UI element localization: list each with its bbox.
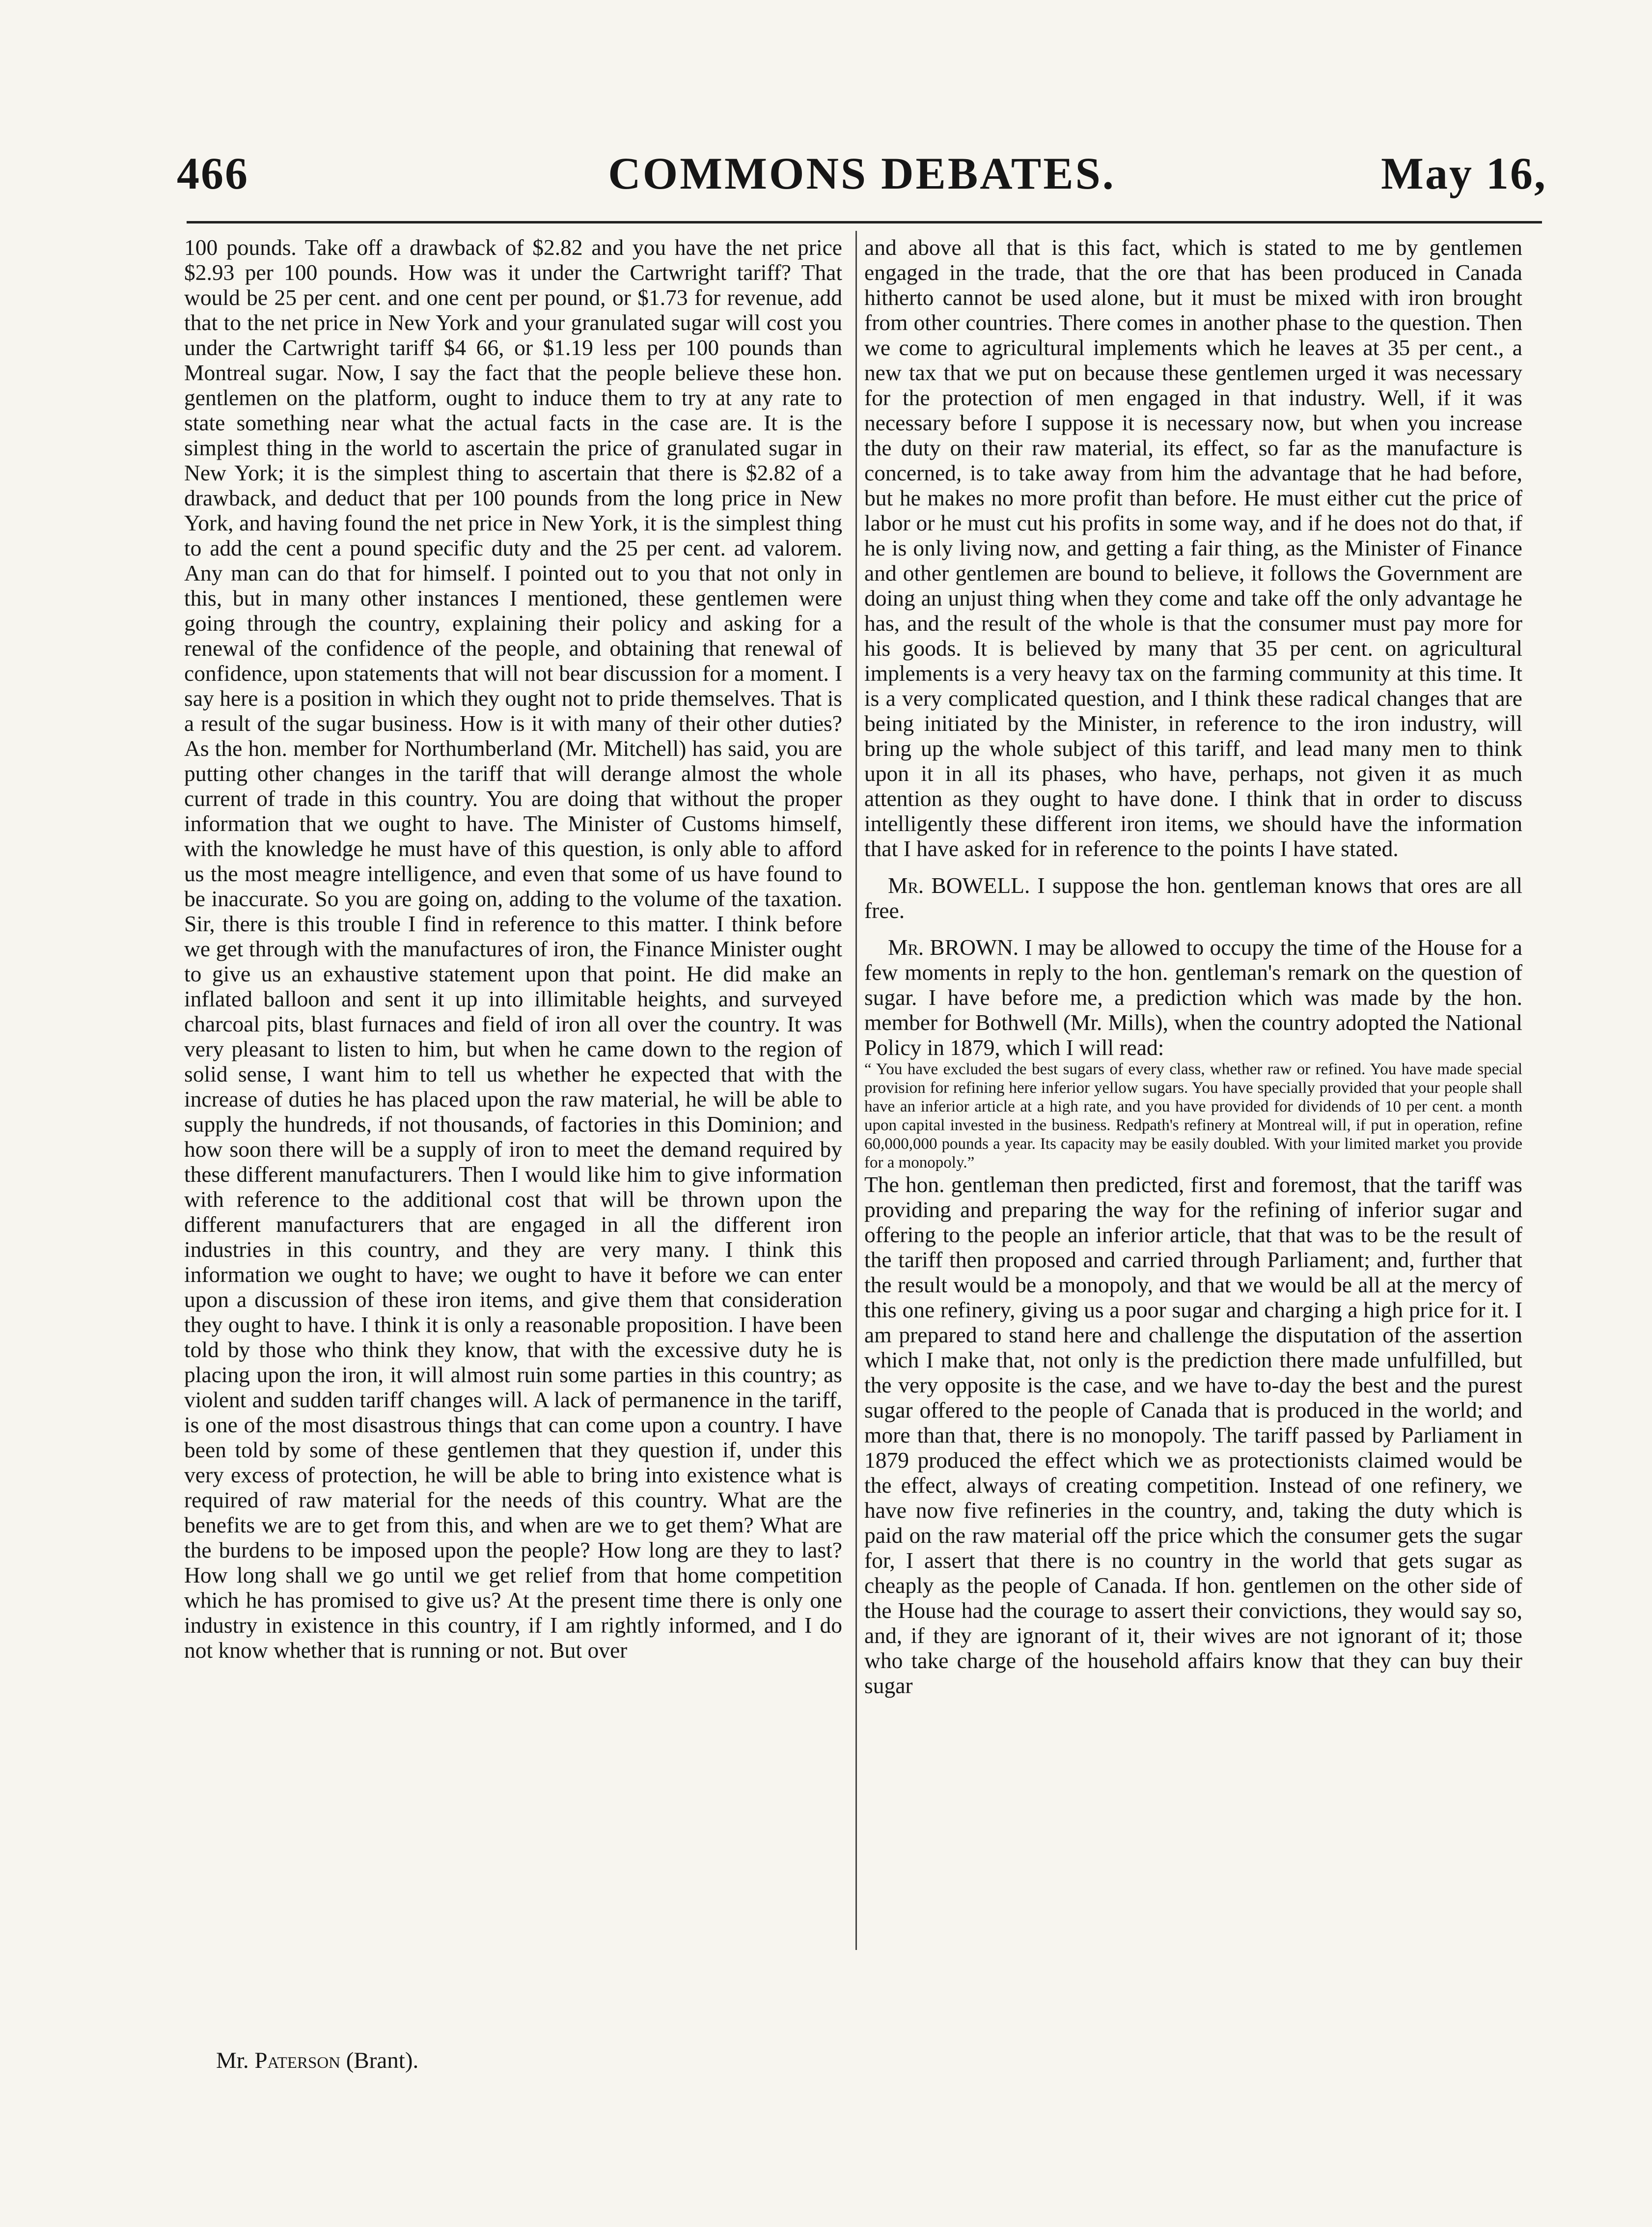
column-divider xyxy=(855,231,857,1950)
brown-text: I may be allowed to occupy the time of the House for a few moments in reply to the hon. gentleman's remark on the question of sugar. I have before me, a prediction which was made by the hon. member for Bothwell (Mr. Mills), when the country adopted the National Policy in 1879, which I will read: xyxy=(864,935,1522,1060)
brown-speech xyxy=(864,935,1522,1060)
footer-speaker xyxy=(216,2047,418,2074)
bowell-text: I suppose the hon. gentleman knows that ores are all free. xyxy=(864,873,1522,923)
footer-speaker-prefix: Mr. xyxy=(216,2048,255,2073)
footer-speaker-name: Paterson xyxy=(254,2048,341,2073)
speaker-brown: Mr. BROWN. xyxy=(888,935,1019,960)
left-column xyxy=(184,235,842,1663)
header-rule xyxy=(187,221,1542,223)
quoted-prediction: “ You have excluded the best sugars of every class, whether raw or refined. You have made special provision for refining here inferior yellow sugars. You have specially provided that your people shall have an inferior article at a high rate, and you have provided for dividends of 10 per cent. a month upon capital invested in the business. Redpath's refinery at Montreal will, if put in operation, refine 60,000,000 pounds a year. Its capacity may be easily doubled. With your limited market you provide for a monopoly.” xyxy=(864,1060,1522,1171)
right-paragraph-continued: and above all that is this fact, which is stated to me by gentlemen engaged in the trade, that the ore that has been produced in Canada hitherto cannot be used alone, but it must be mixed with iron brought from other countries. There comes in another phase to the question. Then we come to agricultural implements which he leaves at 35 per cent., a new tax that we put on because these gentlemen urged it was necessary for the protection of men engaged in that industry. Well, if it was necessary before I suppose it is necessary now, but when you increase the duty on their raw material, its effect, so far as the manufacture is concerned, is to take away from him the advantage that he had before, but he makes no more profit than before. He must either cut the price of labor or he must cut his profits in some way, and if he does not do that, if he is only living now, and getting a fair thing, as the Minister of Finance and other gentlemen are bound to believe, it follows the Government are doing an unjust thing when they come and take off the only advantage he has, and the result of the whole is that the consumer must pay more for his goods. It is believed by many that 35 per cent. on agricultural implements is a very heavy tax on the farming community at this time. It is a very complicated question, and I think these radical changes that are being initiated by the Minister, in reference to the iron industry, will bring up the whole subject of this tariff, and lead many men to think upon it in all its phases, who have, perhaps, not given it as much attention as they ought to have done. I think that in order to discuss intelligently these different iron items, we should have the information that I have asked for in reference to the points I have stated. xyxy=(864,235,1522,861)
page-number: 466 xyxy=(177,148,249,198)
speaker-bowell: Mr. BOWELL. xyxy=(888,873,1030,898)
page-title: COMMONS DEBATES. xyxy=(608,148,1116,198)
page-date: May 16, xyxy=(1381,148,1547,198)
left-column-text: 100 pounds. Take off a drawback of $2.82 and you have the net price $2.93 per 100 pounds. How was it under the Cartwright tariff? That would be 25 per cent. and one cent per pound, or $1.73 for revenue, add that to the net price in New York and your granulated sugar will cost you under the Cartwright tariff $4 66, or $1.19 less per 100 pounds than Montreal sugar. Now, I say the fact that the people believe these hon. gentlemen on the platform, ought to induce them to try at any rate to state something near what the actual facts in the case are. It is the simplest thing in the world to ascertain the price of granulated sugar in New York; it is the simplest thing to ascertain that there is $2.82 of a drawback, and deduct that per 100 pounds from the long price in New York, and having found the net price in New York, it is the simplest thing to add the cent a pound specific duty and the 25 per cent. ad valorem. Any man can do that for himself. I pointed out to you that not only in this, but in many other instances I mentioned, these gentlemen were going through the country, explaining their policy and asking for a renewal of the confidence of the people, and obtaining that renewal of confidence, upon statements that will not bear discussion for a moment. I say here is a position in which they ought not to pride themselves. That is a result of the sugar business. How is it with many of their other duties? As the hon. member for Northumberland (Mr. Mitchell) has said, you are putting other changes in the tariff that will derange almost the whole current of trade in this country. You are doing that without the proper information that we ought to have. The Minister of Customs himself, with the knowledge he must have of this question, is only able to afford us the most meagre intelligence, and even that some of us have found to be inaccurate. So you are going on, adding to the volume of the taxation. Sir, there is this trouble I find in reference to this matter. I think before we get through with the manufactures of iron, the Finance Minister ought to give us an exhaustive statement upon that point. He did make an inflated balloon and sent it up into illimitable heights, and surveyed charcoal pits, blast furnaces and field of iron all over the country. It was very pleasant to listen to him, but when he came down to the region of solid sense, I want him to tell us whether he expected that with the increase of duties he has placed upon the raw material, he will be able to supply the hundreds, if not thousands, of factories in this Dominion; and how soon there will be a supply of iron to meet the demand required by these different manufacturers. Then I would like him to give information with reference to the additional cost that will be thrown upon the different manufacturers that are engaged in all the different iron industries in this country, and they are very many. I think this information we ought to have; we ought to have it before we can enter upon a discussion of these iron items, and give them that consideration they ought to have. I think it is only a reasonable proposition. I have been told by those who think they know, that with the excessive duty he is placing upon the iron, it will almost ruin some parties in this country; as violent and sudden tariff changes will. A lack of permanence in the tariff, is one of the most disastrous things that can come upon a country. I have been told by some of these gentlemen that they question if, under this very excess of protection, he will be able to bring into existence what is required of raw material for the needs of this country. What are the benefits we are to get from this, and when are we to get them? What are the burdens to be imposed upon the people? How long are they to last? How long shall we go until we get relief from that home competition which he has promised to give us? At the present time there is only one industry in existence in this country, if I am rightly informed, and I do not know whether that is running or not. But over xyxy=(184,235,842,1663)
page-header xyxy=(177,147,1547,211)
right-column xyxy=(864,235,1522,1698)
footer-speaker-suffix: (Brant). xyxy=(340,2048,419,2073)
bowell-remark xyxy=(864,873,1522,923)
brown-speech-continued: The hon. gentleman then predicted, first and foremost, that the tariff was providing and preparing the way for the refining of inferior sugar and offering to the people an inferior article, that that was to be the result of the tariff then proposed and carried through Parliament; and, further that the result would be a monopoly, and that we would be all at the mercy of this one refinery, giving us a poor sugar and charging a high price for it. I am prepared to stand here and challenge the disputation of the assertion which I make that, not only is the prediction there made unfulfilled, but the very opposite is the case, and we have to-day the best and the purest sugar offered to the people of Canada that is produced in the world; and more than that, there is no monopoly. The tariff passed by Parliament in 1879 produced the effect which we as protectionists claimed would be the effect, always of creating competition. Instead of one refinery, we have now five refineries in the country, and, taking the duty which is paid on the raw material off the price which the consumer gets the sugar for, I assert that there is no country in the world that gets sugar as cheaply as the people of Canada. If hon. gentlemen on the other side of the House had the courage to assert their convictions, they would say so, and, if they are ignorant of it, their wives are not ignorant of it; those who take charge of the household affairs know that they can buy their sugar xyxy=(864,1172,1522,1698)
